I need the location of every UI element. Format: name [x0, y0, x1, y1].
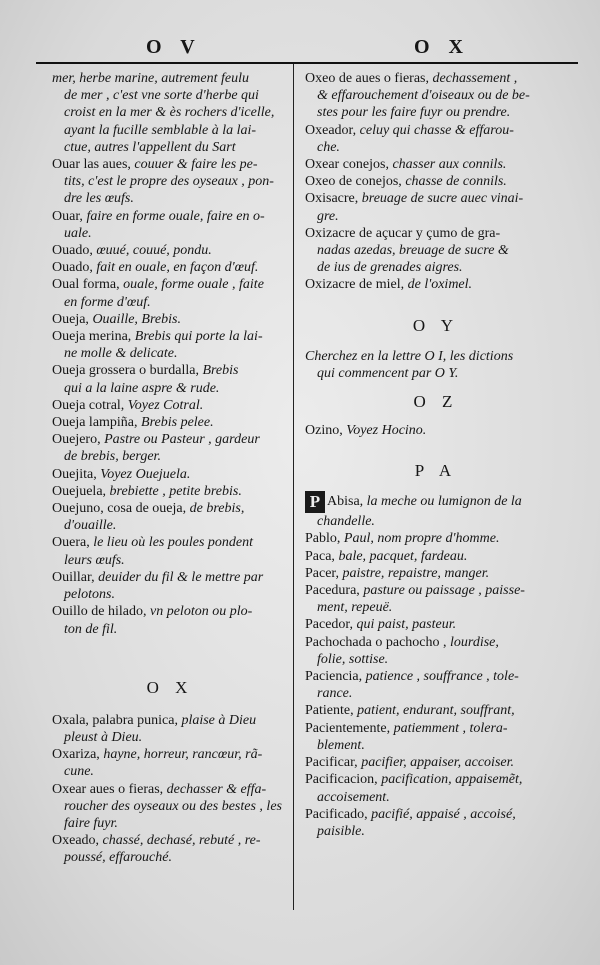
entry-continuation — [305, 104, 567, 121]
dictionary-entry — [305, 634, 567, 651]
headword: Pacificar, — [305, 755, 358, 771]
definition: hayne, horreur, rancœur, rã- — [103, 747, 263, 763]
definition: celuy qui chasse & effarou- — [359, 122, 514, 138]
dictionary-entry — [52, 603, 288, 620]
headword: Ouar las aues, — [52, 157, 131, 173]
definition: plaise à Dieu — [181, 712, 257, 728]
dictionary-entry — [52, 832, 288, 849]
entry-continuation — [305, 242, 567, 259]
definition-continued: ton de fil. — [64, 621, 118, 637]
headword: Ouillo de hilado, — [52, 604, 147, 620]
dictionary-entry — [305, 276, 567, 293]
definition-continued: accoisement. — [317, 789, 390, 805]
header-rule — [36, 62, 578, 64]
entry-continuation — [305, 87, 567, 104]
entry-continuation — [52, 448, 288, 465]
dictionary-entry — [52, 311, 288, 328]
headword: Ouado, — [52, 260, 93, 276]
definition-continued: uale. — [64, 225, 92, 241]
headword: Pacificado, — [305, 806, 368, 822]
section-spacer — [305, 382, 567, 392]
dictionary-entry — [52, 746, 288, 763]
definition-continued: cune. — [64, 764, 94, 780]
headword: Oxeo de aues o fieras, — [305, 71, 430, 86]
dictionary-entry — [52, 431, 288, 448]
headword: Abisa, — [327, 494, 364, 510]
definition-continued: pleust à Dieu. — [64, 729, 143, 745]
definition: Brebis qui porte la lai- — [134, 329, 263, 345]
headword: Pacedor, — [305, 617, 354, 633]
headword: Oueja merina, — [52, 329, 132, 345]
entry-continuation — [52, 87, 288, 104]
definition-continued: chandelle. — [317, 514, 375, 530]
headword: Oual forma, — [52, 277, 120, 293]
headword: Oxeo de conejos, — [305, 174, 402, 190]
definition-continued: ctue, autres l'appellent du Sart — [64, 139, 236, 155]
entry-continuation — [52, 173, 288, 190]
headword: Oxala, palabra punica, — [52, 712, 178, 728]
headword: Patiente, — [305, 703, 354, 719]
definition-continued: & effarouchement d'oiseaux ou de be- — [317, 88, 530, 104]
definition-continued: de mer , c'est vne sorte d'herbe qui — [64, 88, 259, 104]
dictionary-entry — [52, 397, 288, 414]
definition: patiemment , tolera- — [393, 720, 508, 736]
definition-continued: gre. — [317, 208, 339, 224]
definition: patient, endurant, souffrant, — [357, 703, 515, 719]
definition: deuider du fil & le mettre par — [98, 569, 264, 585]
definition-continued: en forme d'œuf. — [64, 294, 151, 310]
section-spacer — [305, 439, 567, 461]
section-spacer — [305, 294, 567, 316]
entry-continuation — [305, 513, 567, 530]
entry-continuation — [305, 789, 567, 806]
definition-continued: poussé, effarouché. — [64, 850, 172, 866]
definition-continued: tits, c'est le propre des oyseaux , pon- — [64, 174, 274, 190]
dictionary-entry — [52, 534, 288, 551]
headword: Oueja lampiña, — [52, 415, 138, 431]
headword: Oxear conejos, — [305, 157, 389, 173]
definition-continued: qui a la laine aspre & rude. — [64, 380, 220, 396]
dictionary-entry — [305, 720, 567, 737]
definition: pacifier, appaiser, accoiser. — [361, 755, 515, 771]
definition-continued: ayant la fucille semblable à la lai- — [64, 122, 257, 138]
definition: brebiette , petite brebis. — [109, 483, 242, 499]
dictionary-entry — [52, 781, 288, 798]
entry-continuation — [52, 763, 288, 780]
dictionary-entry — [52, 500, 288, 517]
section-spacer — [305, 412, 567, 422]
definition: breuage de sucre auec vinai- — [361, 191, 524, 207]
entry-continuation — [52, 104, 288, 121]
headword: Pacientemente, — [305, 720, 391, 736]
definition: Brebis pelee. — [141, 415, 214, 431]
entry-continuation — [52, 729, 288, 746]
dictionary-entry — [52, 362, 288, 379]
headword: Ouado, — [52, 243, 93, 259]
dictionary-entry — [52, 276, 288, 293]
dictionary-entry — [305, 491, 567, 513]
dictionary-entry — [305, 190, 567, 207]
headword: Pachochada o pachocho , — [305, 634, 447, 650]
definition: Voyez Hocino. — [346, 423, 427, 439]
dictionary-entry — [52, 712, 288, 729]
definition: bale, pacquet, fardeau. — [338, 548, 468, 564]
definition: chassé, dechasé, rebuté , re- — [102, 833, 261, 849]
section-spacer — [305, 481, 567, 491]
entry-continuation — [52, 345, 288, 362]
dictionary-entry — [305, 771, 567, 788]
right-column — [305, 70, 567, 840]
headword: Pablo, — [305, 531, 341, 547]
entry-continuation — [305, 599, 567, 616]
headword: Ouejuno, cosa de oueja, — [52, 501, 187, 517]
section-spacer — [305, 336, 567, 348]
definition: qui paist, pasteur. — [356, 617, 457, 633]
definition: Paul, nom propre d'homme. — [343, 531, 500, 547]
definition: ouale, forme ouale , faite — [123, 277, 264, 293]
dictionary-entry — [305, 806, 567, 823]
headword: Pacer, — [305, 565, 340, 581]
dictionary-entry — [305, 156, 567, 173]
oy-note-line: qui commencent par O Y. — [317, 365, 459, 381]
definition: fait en ouale, en façon d'œuf. — [96, 260, 259, 276]
headword: Ouera, — [52, 535, 90, 551]
oy-note-line: Cherchez en la lettre O I, les dictions — [305, 348, 514, 364]
definition-continued: che. — [317, 139, 340, 155]
section-heading-oy: O Y — [412, 315, 460, 335]
definition: pasture ou paissage , paisse- — [363, 583, 525, 599]
headword: Ozino, — [305, 423, 343, 439]
definition-continued: pelotons. — [64, 587, 115, 603]
running-head-right: O X — [414, 36, 470, 58]
dictionary-entry — [305, 225, 567, 242]
entry-continuation — [52, 190, 288, 207]
definition: œuué, couué, pondu. — [96, 243, 212, 259]
headword: Ouejita, — [52, 466, 97, 482]
entry-continuation — [52, 815, 288, 832]
dictionary-entry — [305, 702, 567, 719]
headword: Oueja cotral, — [52, 397, 125, 413]
definition: Pastre ou Pasteur , gardeur — [104, 432, 260, 448]
entry-continuation — [305, 259, 567, 276]
dictionary-entry — [305, 582, 567, 599]
definition-continued: ment, repeuë. — [317, 600, 393, 616]
headword: Oxisacre, — [305, 191, 359, 207]
decorated-initial: P — [305, 491, 325, 513]
definition-continued: de brebis, berger. — [64, 449, 161, 465]
definition: lourdise, — [450, 634, 499, 650]
definition-continued: nadas azedas, breuage de sucre & — [317, 243, 509, 259]
dictionary-entry — [305, 530, 567, 547]
right-entries-ox — [305, 70, 567, 294]
headword: Paciencia, — [305, 669, 363, 685]
headword: Ouar, — [52, 208, 83, 224]
dictionary-entry — [305, 565, 567, 582]
definition-continued: dre les œufs. — [64, 191, 134, 207]
dictionary-entry — [52, 259, 288, 276]
dictionary-entry — [305, 616, 567, 633]
entry-continuation — [52, 380, 288, 397]
definition: pacifié, appaisé , accoisé, — [371, 806, 516, 822]
definition-continued: faire fuyr. — [64, 815, 118, 831]
definition-continued: d'ouaille. — [64, 518, 117, 534]
dictionary-entry — [52, 466, 288, 483]
left-entries-ov — [52, 70, 288, 638]
right-entries-pa — [305, 530, 567, 840]
headword: Ouillar, — [52, 569, 95, 585]
definition: dechassement , — [432, 71, 518, 86]
running-head-left: O V — [146, 36, 202, 58]
entry-continuation — [52, 586, 288, 603]
definition: vn peloton ou plo- — [150, 604, 253, 620]
entry-continuation — [52, 849, 288, 866]
entry-continuation — [305, 208, 567, 225]
dictionary-entry — [52, 156, 288, 173]
dictionary-entry — [305, 122, 567, 139]
definition-continued: de ius de grenades aigres. — [317, 260, 463, 276]
headword: Oxariza, — [52, 747, 100, 763]
column-divider — [293, 64, 294, 910]
dictionary-entry — [52, 208, 288, 225]
dictionary-entry — [52, 328, 288, 345]
headword: Ouejero, — [52, 432, 101, 448]
dictionary-entry — [52, 414, 288, 431]
definition-continued: blement. — [317, 737, 365, 753]
definition: patience , souffrance , tole- — [365, 669, 519, 685]
definition-continued: roucher des oyseaux ou des bestes , les — [64, 798, 282, 814]
definition-continued: croist en la mer & ès rochers d'icelle, — [64, 105, 275, 121]
entry-continuation — [305, 139, 567, 156]
headword: Ouejuela, — [52, 483, 107, 499]
section-heading-ox: O X — [146, 677, 194, 697]
definition-continued: stes pour les faire fuyr ou prendre. — [317, 105, 511, 121]
definition: faire en forme ouale, faire en o- — [86, 208, 265, 224]
headword: Oueja, — [52, 311, 89, 327]
entry-continuation — [305, 823, 567, 840]
oy-note — [305, 348, 567, 365]
headword: Pacificacion, — [305, 772, 378, 788]
dictionary-entry — [305, 173, 567, 190]
left-entries-ox — [52, 712, 288, 867]
definition: de l'oximel. — [407, 277, 473, 293]
definition: Voyez Ouejuela. — [100, 466, 191, 482]
entry-continuation — [305, 651, 567, 668]
entry-continuation — [52, 621, 288, 638]
headword: Oxizacre de miel, — [305, 277, 405, 293]
headword: Pacedura, — [305, 583, 360, 599]
left-column — [52, 70, 288, 867]
entry-continuation — [52, 552, 288, 569]
dictionary-entry — [305, 548, 567, 565]
definition: paistre, repaistre, manger. — [342, 565, 490, 581]
definition: le lieu où les poules pondent — [93, 535, 254, 551]
dictionary-entry — [52, 70, 288, 87]
entry-continuation — [305, 737, 567, 754]
definition: la meche ou lumignon de la — [366, 494, 522, 510]
headword: Paca, — [305, 548, 335, 564]
entry-continuation — [52, 798, 288, 815]
section-spacer — [52, 698, 288, 712]
entry-continuation — [52, 225, 288, 242]
entry-continuation — [52, 122, 288, 139]
headword: Oxeado, — [52, 833, 100, 849]
entry-continuation — [52, 294, 288, 311]
dictionary-entry — [305, 422, 567, 439]
headword: Oxeador, — [305, 122, 357, 138]
headword: Oueja grossera o burdalla, — [52, 363, 199, 379]
dictionary-entry — [305, 668, 567, 685]
definition: mer, herbe marine, autrement feulu — [52, 71, 249, 86]
section-spacer — [52, 638, 288, 678]
section-heading-oz: O Z — [413, 392, 459, 412]
definition: Ouaille, Brebis. — [92, 311, 181, 327]
dictionary-entry — [52, 569, 288, 586]
definition: de brebis, — [189, 501, 245, 517]
definition-continued: ne molle & delicate. — [64, 346, 178, 362]
dictionary-entry — [305, 754, 567, 771]
section-heading-pa: P A — [414, 461, 458, 481]
headword: Oxizacre de açucar y çumo de gra- — [305, 225, 501, 241]
definition: couuer & faire les pe- — [134, 157, 258, 173]
dictionary-entry — [52, 483, 288, 500]
headword: Oxear aues o fieras, — [52, 781, 164, 797]
dictionary-entry — [52, 242, 288, 259]
definition: Voyez Cotral. — [127, 397, 204, 413]
definition-continued: folie, sottise. — [317, 651, 389, 667]
definition-continued: paisible. — [317, 823, 365, 839]
dictionary-entry — [305, 70, 567, 87]
definition: pacification, appaisemẽt, — [381, 772, 523, 788]
definition-continued: rance. — [317, 686, 353, 702]
definition: Brebis — [202, 363, 239, 379]
entry-continuation — [52, 517, 288, 534]
entry-continuation — [52, 139, 288, 156]
definition: dechasser & effa- — [166, 781, 267, 797]
definition: chasser aux connils. — [392, 157, 507, 173]
entry-continuation — [305, 685, 567, 702]
oy-note — [305, 365, 567, 382]
definition-continued: leurs œufs. — [64, 552, 125, 568]
definition: chasse de connils. — [405, 174, 507, 190]
